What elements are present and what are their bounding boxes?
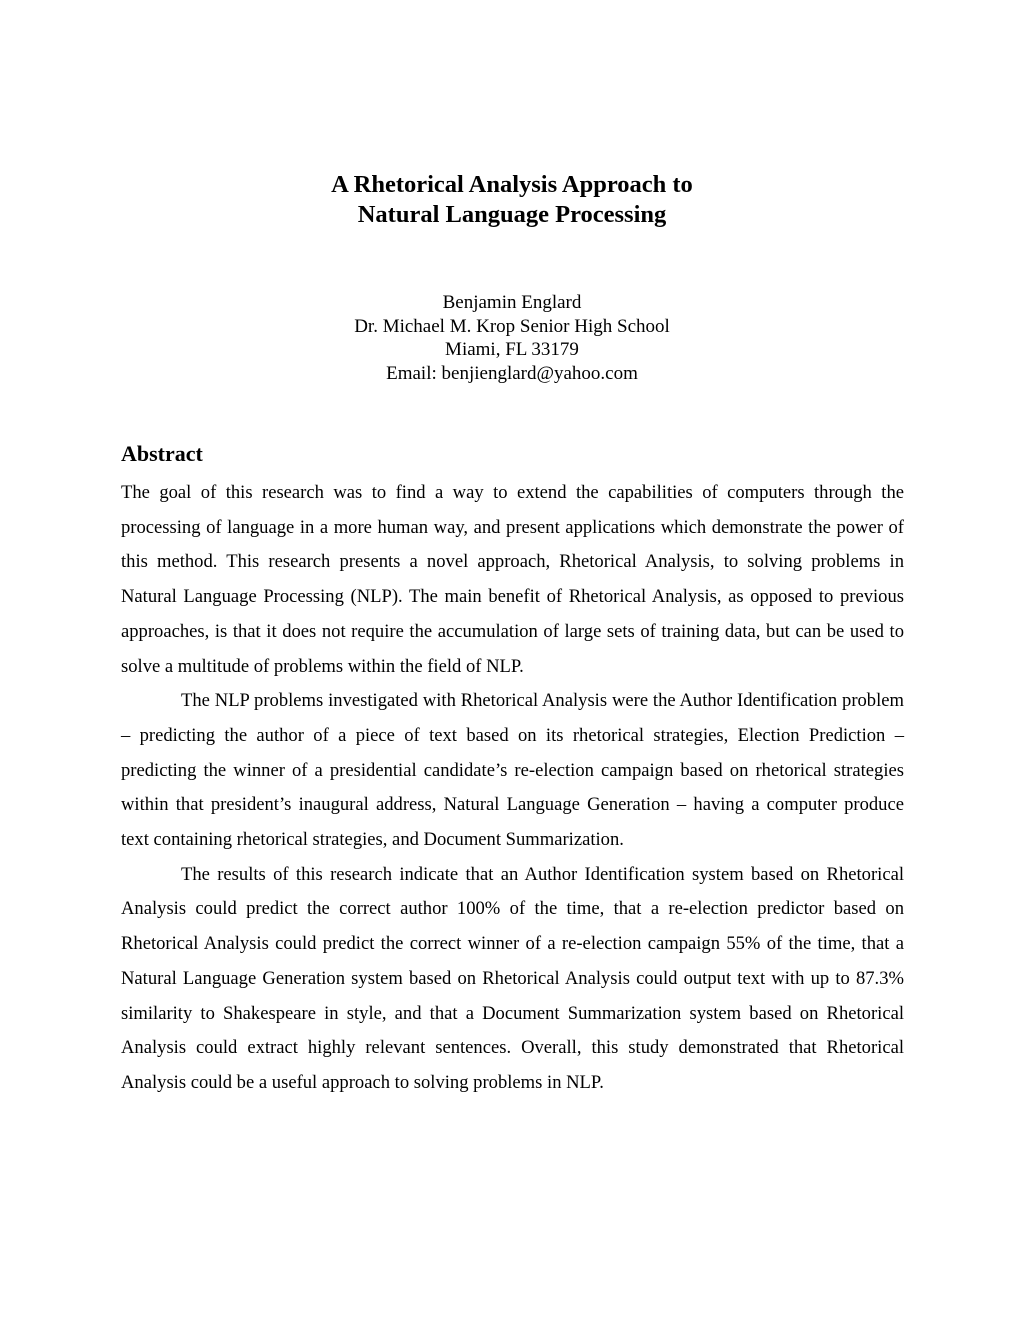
abstract-paragraph: The goal of this research was to find a way to extend the capabilities of computers through the processing of language in a more human way, and present applications which demonstrate the power of this method. This research presents a novel approach, Rhetorical Analysis, to solving problems in Natural Language Processing (NLP). The main benefit of Rhetorical Analysis, as opposed to previous approaches, is that it does not require the accumulation of large sets of training data, but can be used to solve a multitude of problems within the field of NLP. <box>121 482 904 677</box>
author-school: Dr. Michael M. Krop Senior High School <box>354 315 670 337</box>
author-location: Miami, FL 33179 <box>445 339 579 360</box>
abstract-paragraph: The NLP problems investigated with Rhetorical Analysis were the Author Identification problem – predicting the author of a piece of text based on its rhetorical strategies, Election Prediction – predicting the winner of a presidential candidate’s re-election campaign based on rhetorical strategies within that president’s inaugural address, Natural Language Generation – having a computer produce text containing rhetorical strategies, and Document Summarization. <box>121 690 904 851</box>
author-info <box>0 291 1024 385</box>
author-name: Benjamin Englard <box>442 292 582 313</box>
author-email: Email: benjienglard@yahoo.com <box>386 362 638 384</box>
title-line-1: A Rhetorical Analysis Approach to <box>331 171 693 198</box>
abstract-paragraph: The results of this research indicate that an Author Identification system based on Rhetorical Analysis could predict the correct author 100% of the time, that a re-election predictor based on Rhetorical Analysis could predict the correct winner of a re-election campaign 55% of the time, that a Natural Language Generation system based on Rhetorical Analysis could output text with up to 87.3% similarity to Shakespeare in style, and that a Document Summarization system based on Rhetorical Analysis could extract highly relevant sentences. Overall, this study demonstrated that Rhetorical Analysis could be a useful approach to solving problems in NLP. <box>121 863 904 1093</box>
title-line-2: Natural Language Processing <box>357 201 667 228</box>
paper-title <box>0 170 1024 230</box>
abstract-heading: Abstract <box>121 441 203 466</box>
abstract-body <box>121 476 904 1101</box>
